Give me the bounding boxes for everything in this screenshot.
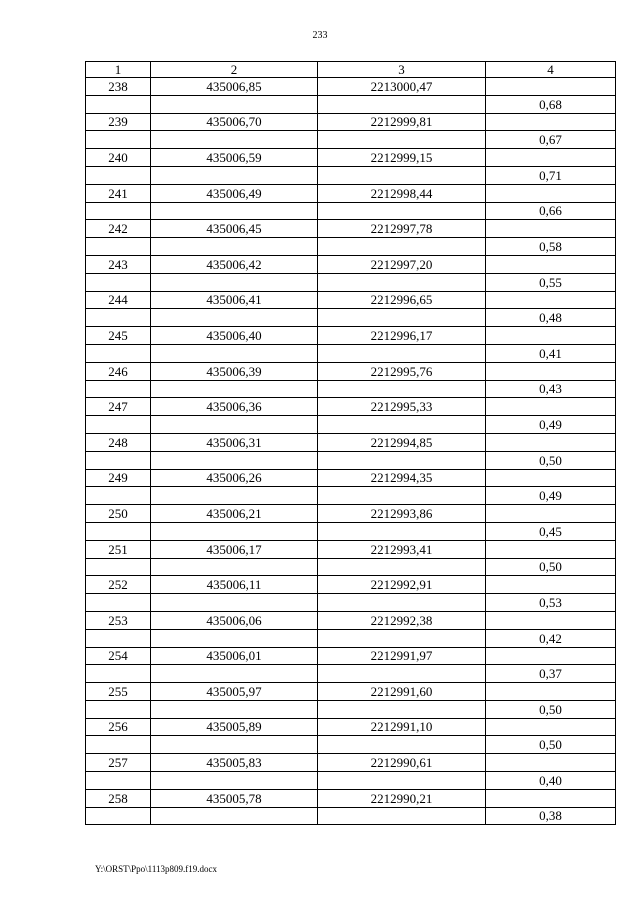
distance-cell: 0,42: [486, 629, 616, 647]
table-row: [86, 629, 616, 647]
y-coordinate-cell: 2212997,20: [318, 255, 486, 273]
distance-cell: [486, 469, 616, 487]
x-coordinate-cell: 435006,01: [151, 647, 318, 665]
x-coordinate-cell: [151, 736, 318, 754]
point-number-cell: 258: [86, 789, 151, 807]
table-row: [86, 166, 616, 184]
distance-cell: 0,49: [486, 416, 616, 434]
y-coordinate-cell: [318, 487, 486, 505]
table-row: [86, 772, 616, 790]
point-number-cell: [86, 522, 151, 540]
y-coordinate-cell: 2213000,47: [318, 78, 486, 96]
x-coordinate-cell: 435006,85: [151, 78, 318, 96]
distance-cell: 0,68: [486, 95, 616, 113]
x-coordinate-cell: 435006,70: [151, 113, 318, 131]
table-row: [86, 327, 616, 345]
distance-cell: 0,38: [486, 807, 616, 825]
table-row: [86, 113, 616, 131]
x-coordinate-cell: 435006,39: [151, 362, 318, 380]
distance-cell: [486, 611, 616, 629]
table-row: [86, 576, 616, 594]
point-number-cell: [86, 416, 151, 434]
table-row: [86, 202, 616, 220]
point-number-cell: 241: [86, 184, 151, 202]
point-number-cell: [86, 487, 151, 505]
y-coordinate-cell: 2212993,41: [318, 540, 486, 558]
y-coordinate-cell: [318, 238, 486, 256]
distance-cell: [486, 184, 616, 202]
point-number-cell: [86, 807, 151, 825]
x-coordinate-cell: [151, 202, 318, 220]
y-coordinate-cell: [318, 772, 486, 790]
y-coordinate-cell: 2212996,65: [318, 291, 486, 309]
column-header-1: 1: [86, 62, 151, 78]
x-coordinate-cell: 435006,06: [151, 611, 318, 629]
distance-cell: 0,41: [486, 344, 616, 362]
point-number-cell: 249: [86, 469, 151, 487]
x-coordinate-cell: [151, 594, 318, 612]
distance-cell: 0,71: [486, 166, 616, 184]
y-coordinate-cell: 2212991,97: [318, 647, 486, 665]
table-row: [86, 184, 616, 202]
distance-cell: [486, 291, 616, 309]
x-coordinate-cell: [151, 629, 318, 647]
x-coordinate-cell: [151, 166, 318, 184]
point-number-cell: 245: [86, 327, 151, 345]
table-row: [86, 558, 616, 576]
x-coordinate-cell: [151, 807, 318, 825]
distance-cell: 0,66: [486, 202, 616, 220]
point-number-cell: [86, 665, 151, 683]
table-row: [86, 594, 616, 612]
table-row: [86, 807, 616, 825]
point-number-cell: 247: [86, 398, 151, 416]
point-number-cell: 246: [86, 362, 151, 380]
x-coordinate-cell: 435006,49: [151, 184, 318, 202]
distance-cell: [486, 683, 616, 701]
y-coordinate-cell: [318, 665, 486, 683]
table-row: [86, 273, 616, 291]
y-coordinate-cell: 2212992,38: [318, 611, 486, 629]
table-row: [86, 451, 616, 469]
coordinates-table: [85, 61, 616, 825]
distance-cell: 0,48: [486, 309, 616, 327]
table-row: [86, 220, 616, 238]
y-coordinate-cell: [318, 273, 486, 291]
table-row: [86, 309, 616, 327]
distance-cell: [486, 505, 616, 523]
point-number-cell: 254: [86, 647, 151, 665]
coordinates-table-container: [85, 61, 615, 825]
x-coordinate-cell: [151, 416, 318, 434]
distance-cell: 0,37: [486, 665, 616, 683]
y-coordinate-cell: [318, 380, 486, 398]
point-number-cell: 255: [86, 683, 151, 701]
table-row: [86, 487, 616, 505]
y-coordinate-cell: 2212998,44: [318, 184, 486, 202]
x-coordinate-cell: [151, 344, 318, 362]
y-coordinate-cell: [318, 202, 486, 220]
point-number-cell: [86, 238, 151, 256]
distance-cell: [486, 149, 616, 167]
y-coordinate-cell: [318, 166, 486, 184]
point-number-cell: 250: [86, 505, 151, 523]
table-row: [86, 789, 616, 807]
y-coordinate-cell: 2212991,60: [318, 683, 486, 701]
x-coordinate-cell: [151, 487, 318, 505]
y-coordinate-cell: [318, 558, 486, 576]
y-coordinate-cell: [318, 807, 486, 825]
distance-cell: 0,50: [486, 700, 616, 718]
point-number-cell: 244: [86, 291, 151, 309]
y-coordinate-cell: [318, 416, 486, 434]
point-number-cell: 238: [86, 78, 151, 96]
point-number-cell: [86, 594, 151, 612]
footer-file-path: Y:\ORST\Ppo\1113p809.f19.docx: [95, 864, 218, 874]
point-number-cell: 252: [86, 576, 151, 594]
distance-cell: 0,45: [486, 522, 616, 540]
distance-cell: [486, 433, 616, 451]
y-coordinate-cell: 2212991,10: [318, 718, 486, 736]
x-coordinate-cell: [151, 665, 318, 683]
x-coordinate-cell: 435005,83: [151, 754, 318, 772]
point-number-cell: [86, 700, 151, 718]
distance-cell: [486, 220, 616, 238]
x-coordinate-cell: [151, 522, 318, 540]
distance-cell: [486, 78, 616, 96]
y-coordinate-cell: [318, 736, 486, 754]
distance-cell: 0,58: [486, 238, 616, 256]
table-row: [86, 522, 616, 540]
table-row: [86, 344, 616, 362]
x-coordinate-cell: [151, 273, 318, 291]
table-header-row: [86, 62, 616, 78]
table-row: [86, 380, 616, 398]
x-coordinate-cell: [151, 451, 318, 469]
distance-cell: [486, 113, 616, 131]
point-number-cell: 242: [86, 220, 151, 238]
point-number-cell: 243: [86, 255, 151, 273]
table-row: [86, 505, 616, 523]
point-number-cell: 253: [86, 611, 151, 629]
distance-cell: [486, 576, 616, 594]
point-number-cell: [86, 95, 151, 113]
x-coordinate-cell: [151, 772, 318, 790]
point-number-cell: [86, 273, 151, 291]
point-number-cell: 239: [86, 113, 151, 131]
x-coordinate-cell: 435006,59: [151, 149, 318, 167]
point-number-cell: [86, 309, 151, 327]
distance-cell: 0,55: [486, 273, 616, 291]
x-coordinate-cell: 435006,42: [151, 255, 318, 273]
x-coordinate-cell: 435005,97: [151, 683, 318, 701]
table-row: [86, 647, 616, 665]
table-row: [86, 611, 616, 629]
distance-cell: 0,49: [486, 487, 616, 505]
distance-cell: 0,67: [486, 131, 616, 149]
y-coordinate-cell: 2212994,85: [318, 433, 486, 451]
point-number-cell: [86, 772, 151, 790]
x-coordinate-cell: 435005,89: [151, 718, 318, 736]
table-row: [86, 469, 616, 487]
column-header-3: 3: [318, 62, 486, 78]
y-coordinate-cell: [318, 594, 486, 612]
y-coordinate-cell: 2212996,17: [318, 327, 486, 345]
point-number-cell: [86, 131, 151, 149]
y-coordinate-cell: [318, 700, 486, 718]
point-number-cell: [86, 344, 151, 362]
y-coordinate-cell: 2212993,86: [318, 505, 486, 523]
table-row: [86, 149, 616, 167]
table-row: [86, 700, 616, 718]
table-row: [86, 291, 616, 309]
y-coordinate-cell: 2212994,35: [318, 469, 486, 487]
distance-cell: [486, 398, 616, 416]
x-coordinate-cell: 435006,41: [151, 291, 318, 309]
point-number-cell: 251: [86, 540, 151, 558]
x-coordinate-cell: 435006,21: [151, 505, 318, 523]
table-row: [86, 433, 616, 451]
point-number-cell: 240: [86, 149, 151, 167]
distance-cell: 0,40: [486, 772, 616, 790]
distance-cell: [486, 255, 616, 273]
table-body: [86, 78, 616, 825]
x-coordinate-cell: [151, 95, 318, 113]
point-number-cell: [86, 380, 151, 398]
y-coordinate-cell: 2212997,78: [318, 220, 486, 238]
x-coordinate-cell: 435006,40: [151, 327, 318, 345]
y-coordinate-cell: [318, 629, 486, 647]
y-coordinate-cell: [318, 95, 486, 113]
point-number-cell: [86, 166, 151, 184]
x-coordinate-cell: 435006,17: [151, 540, 318, 558]
x-coordinate-cell: 435006,31: [151, 433, 318, 451]
y-coordinate-cell: 2212995,76: [318, 362, 486, 380]
distance-cell: [486, 754, 616, 772]
x-coordinate-cell: [151, 131, 318, 149]
y-coordinate-cell: 2212999,15: [318, 149, 486, 167]
y-coordinate-cell: [318, 522, 486, 540]
point-number-cell: [86, 736, 151, 754]
distance-cell: 0,43: [486, 380, 616, 398]
y-coordinate-cell: 2212999,81: [318, 113, 486, 131]
point-number-cell: 256: [86, 718, 151, 736]
y-coordinate-cell: 2212990,61: [318, 754, 486, 772]
distance-cell: [486, 362, 616, 380]
table-row: [86, 718, 616, 736]
x-coordinate-cell: [151, 380, 318, 398]
point-number-cell: [86, 202, 151, 220]
table-row: [86, 540, 616, 558]
x-coordinate-cell: [151, 309, 318, 327]
table-row: [86, 736, 616, 754]
x-coordinate-cell: 435006,36: [151, 398, 318, 416]
point-number-cell: 257: [86, 754, 151, 772]
x-coordinate-cell: 435006,45: [151, 220, 318, 238]
table-row: [86, 683, 616, 701]
table-row: [86, 665, 616, 683]
distance-cell: [486, 327, 616, 345]
point-number-cell: [86, 451, 151, 469]
table-row: [86, 754, 616, 772]
x-coordinate-cell: [151, 558, 318, 576]
table-row: [86, 398, 616, 416]
y-coordinate-cell: [318, 451, 486, 469]
y-coordinate-cell: 2212995,33: [318, 398, 486, 416]
point-number-cell: 248: [86, 433, 151, 451]
x-coordinate-cell: [151, 238, 318, 256]
x-coordinate-cell: 435006,11: [151, 576, 318, 594]
y-coordinate-cell: [318, 309, 486, 327]
table-row: [86, 95, 616, 113]
y-coordinate-cell: 2212990,21: [318, 789, 486, 807]
table-row: [86, 255, 616, 273]
distance-cell: [486, 647, 616, 665]
distance-cell: 0,50: [486, 558, 616, 576]
distance-cell: 0,50: [486, 451, 616, 469]
point-number-cell: [86, 629, 151, 647]
table-row: [86, 416, 616, 434]
distance-cell: [486, 540, 616, 558]
point-number-cell: [86, 558, 151, 576]
y-coordinate-cell: [318, 131, 486, 149]
table-row: [86, 131, 616, 149]
table-row: [86, 362, 616, 380]
distance-cell: 0,50: [486, 736, 616, 754]
x-coordinate-cell: 435006,26: [151, 469, 318, 487]
page-number: 233: [312, 30, 328, 41]
y-coordinate-cell: 2212992,91: [318, 576, 486, 594]
table-row: [86, 78, 616, 96]
column-header-4: 4: [486, 62, 616, 78]
column-header-2: 2: [151, 62, 318, 78]
x-coordinate-cell: 435005,78: [151, 789, 318, 807]
distance-cell: [486, 789, 616, 807]
y-coordinate-cell: [318, 344, 486, 362]
table-row: [86, 238, 616, 256]
x-coordinate-cell: [151, 700, 318, 718]
distance-cell: 0,53: [486, 594, 616, 612]
distance-cell: [486, 718, 616, 736]
